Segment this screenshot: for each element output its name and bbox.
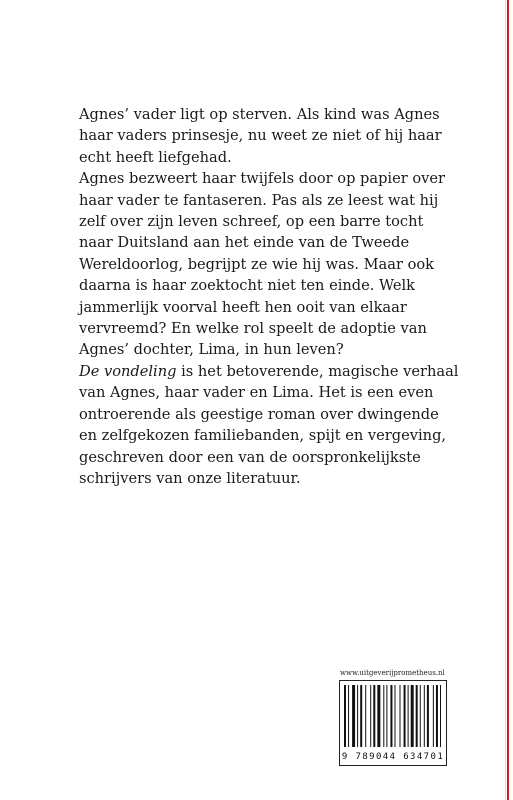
book-title: De vondeling [79,362,177,380]
blurb-paragraph-1: Agnes’ vader ligt op sterven. Als kind was Agnes haar vaders prinsesje, nu weet ze niet of hij haar echt heeft liefgehad. [79,106,442,166]
isbn-barcode [339,680,447,766]
blurb-paragraph-3-body: is het betoverende, magische verhaal van Agnes, haar vader en Lima. Het is een even ontroerende als geestige roman over dwingende en zelfgekozen familiebanden, spijt en vergeving, geschreven door een van de oorspronkelijkste schrijvers van onze literatuur. [79,362,459,487]
barcode-bars [344,685,442,751]
publisher-url: www.uitgeverijprometheus.nl [340,669,445,677]
isbn-digits: 9 789044 634701 [341,752,445,762]
blurb-paragraph-3 [79,361,459,489]
blurb-text [79,104,459,489]
spine-edge [505,0,513,800]
barcode-block [339,669,447,766]
blurb-paragraph-2: Agnes bezweert haar twijfels door op papier over haar vader te fantaseren. Pas als ze leest wat hij zelf over zijn leven schreef, op een barre tocht naar Duitsland aan het einde van de Tweede Wereldoorlog, begrijpt ze wie hij was. Maar ook daarna is haar zoektocht niet ten einde. Welk jammerlijk voorval heeft hen ooit van elkaar vervreemd? En welke rol speelt de adoptie van Agnes’ dochter, Lima, in hun leven? [79,170,445,359]
